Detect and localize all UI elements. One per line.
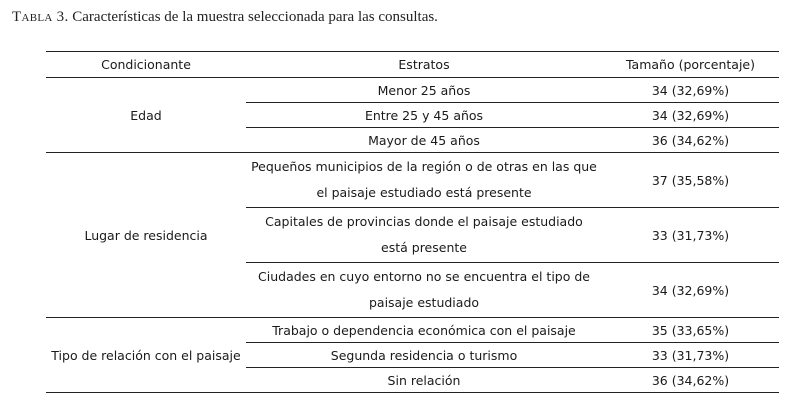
tamano-cell: 33 (31,73%) <box>602 208 779 263</box>
header-tamano: Tamaño (porcentaje) <box>602 52 779 78</box>
tamano-cell: 36 (34,62%) <box>602 368 779 393</box>
table-row <box>46 153 779 208</box>
header-condicionante: Condicionante <box>46 52 246 78</box>
caption-text: Características de la muestra seleccionada para las consultas. <box>68 9 438 25</box>
group-label-relacion: Tipo de relación con el paisaje <box>46 318 246 393</box>
estrato-cell: Segunda residencia o turismo <box>246 343 602 368</box>
estrato-cell: Pequeños municipios de la región o de otras en las que el paisaje estudiado está presente <box>246 153 602 208</box>
group-label-lugar: Lugar de residencia <box>46 153 246 318</box>
estrato-cell: Entre 25 y 45 años <box>246 103 602 128</box>
header-row <box>46 52 779 78</box>
tamano-cell: 35 (33,65%) <box>602 318 779 343</box>
estrato-cell: Mayor de 45 años <box>246 128 602 153</box>
caption-label: Tabla 3. <box>12 9 69 25</box>
estrato-cell: Capitales de provincias donde el paisaje estudiado está presente <box>246 208 602 263</box>
tamano-cell: 34 (32,69%) <box>602 103 779 128</box>
estrato-cell: Ciudades en cuyo entorno no se encuentra el tipo de paisaje estudiado <box>246 263 602 318</box>
table-row <box>46 318 779 343</box>
tamano-cell: 34 (32,69%) <box>602 78 779 103</box>
tamano-cell: 36 (34,62%) <box>602 128 779 153</box>
header-estratos: Estratos <box>246 52 602 78</box>
sample-table <box>46 51 779 393</box>
group-label-edad: Edad <box>46 78 246 153</box>
tamano-cell: 33 (31,73%) <box>602 343 779 368</box>
table-row <box>46 78 779 103</box>
table-caption <box>12 9 438 26</box>
tamano-cell: 34 (32,69%) <box>602 263 779 318</box>
estrato-cell: Trabajo o dependencia económica con el paisaje <box>246 318 602 343</box>
estrato-cell: Sin relación <box>246 368 602 393</box>
tamano-cell: 37 (35,58%) <box>602 153 779 208</box>
estrato-cell: Menor 25 años <box>246 78 602 103</box>
